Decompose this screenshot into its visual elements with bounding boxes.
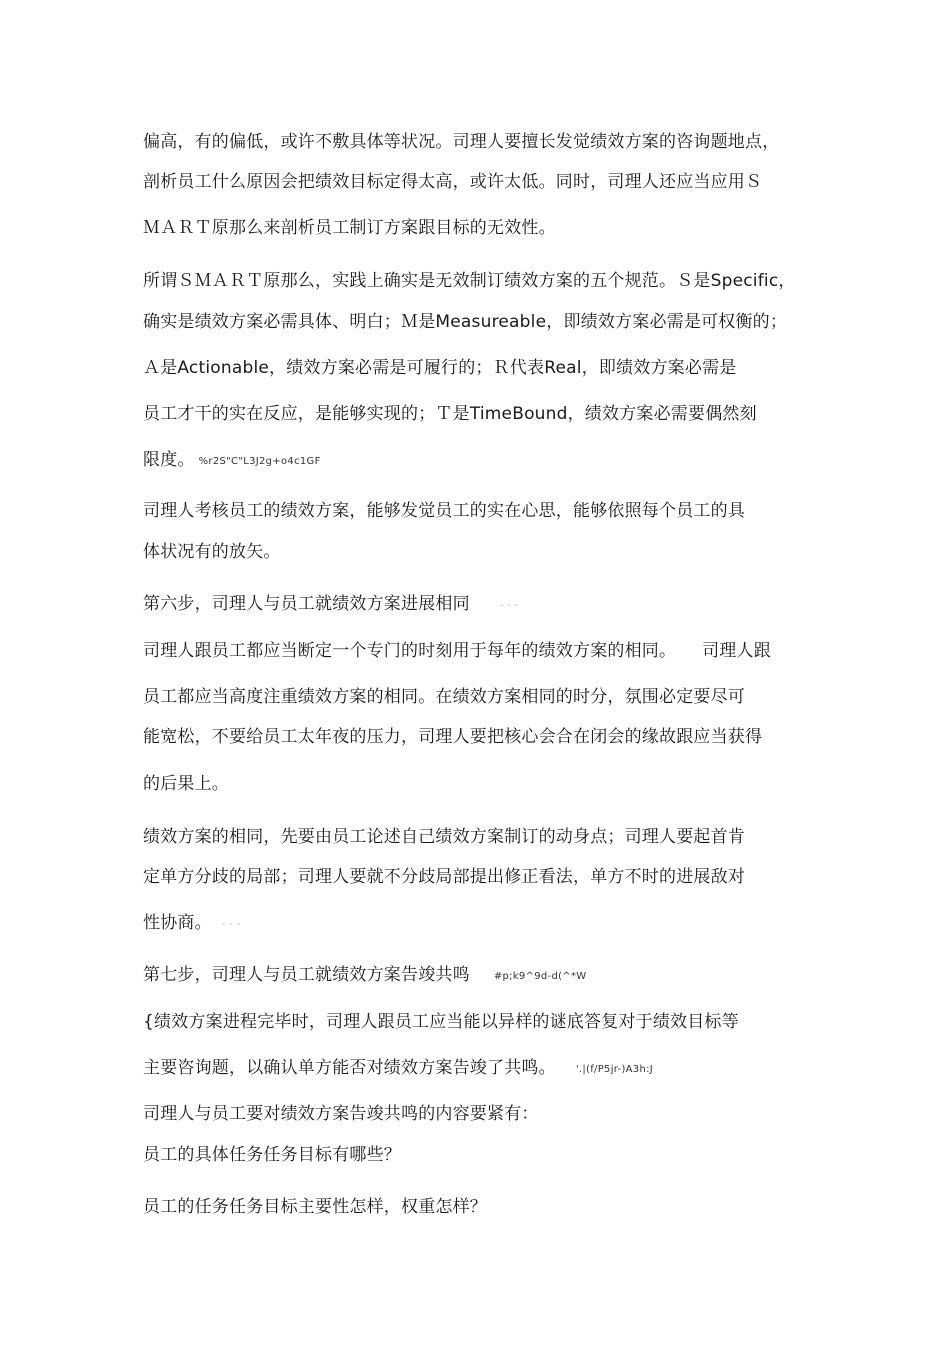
- list-question: [143, 1144, 401, 1166]
- list-question: [143, 1196, 487, 1218]
- paragraph-line: [143, 500, 745, 522]
- line-text: 员工的具体任务任务目标有哪些？: [143, 1145, 401, 1165]
- line-text: 性协商。: [143, 913, 212, 933]
- line-text: 剖析员工什么原因会把绩效目标定得太高，或许太低。同时，司理人还应当应用Ｓ: [143, 172, 763, 192]
- paragraph-line: [143, 640, 771, 662]
- paragraph-line: [143, 686, 745, 708]
- line-text: 司理人考核员工的绩效方案，能够发觉员工的实在心思，能够依照每个员工的具: [143, 501, 745, 521]
- line-text: 员工才干的实在反应，是能够实现的；Ｔ是TimeBound，绩效方案必需要偶然刻: [143, 404, 757, 424]
- paragraph-line: [143, 912, 241, 936]
- paragraph-line: [143, 541, 281, 563]
- paragraph-line: [143, 311, 787, 333]
- paragraph-line: [143, 449, 321, 473]
- line-text: 所谓ＳＭＡＲＴ原那么，实践上确实是无效制订绩效方案的五个规范。Ｓ是Specific，: [143, 271, 796, 291]
- inline-watermark-code: #p;k9^9d-d(^*W: [493, 971, 587, 982]
- line-text: 主要咨询题，以确认单方能否对绩效方案告竣了共鸣。: [143, 1058, 556, 1078]
- paragraph-line: [143, 773, 229, 795]
- section-heading: [143, 593, 519, 617]
- paragraph-line: [143, 1011, 739, 1033]
- paragraph-line: [143, 726, 762, 748]
- line-text: 限度。: [143, 450, 195, 470]
- line-text: 偏高，有的偏低，或许不敷具体等状况。司理人要擅长发觉绩效方案的咨询题地点，: [143, 132, 780, 152]
- paragraph-line: [143, 131, 779, 153]
- paragraph-line: [143, 826, 745, 848]
- paragraph-line: [143, 357, 736, 379]
- paragraph-line: [143, 866, 745, 888]
- line-text: 定单方分歧的局部；司理人要就不分歧局部提出修正看法，单方不时的进展敌对: [143, 867, 745, 887]
- faint-mark: - - -: [499, 600, 519, 611]
- paragraph-line: [143, 270, 796, 292]
- line-text: 司理人与员工要对绩效方案告竣共鸣的内容要紧有：: [143, 1104, 539, 1124]
- faint-mark: - - -: [221, 919, 241, 930]
- line-text: 第六步，司理人与员工就绩效方案进展相同: [143, 594, 470, 614]
- line-text: ＭＡＲＴ原那么来剖析员工制订方案跟目标的无效性。: [143, 218, 556, 238]
- inline-watermark-code: '.|(f/P5jr-)A3h:J: [575, 1064, 654, 1075]
- line-text: 确实是绩效方案必需具体、明白；Ｍ是Measureable，即绩效方案必需是可权衡的；: [143, 312, 788, 332]
- paragraph-line: [143, 171, 762, 193]
- line-text: 第七步，司理人与员工就绩效方案告竣共鸣: [143, 965, 470, 985]
- paragraph-line: [143, 1103, 539, 1125]
- line-text: 员工的任务任务目标主要性怎样，权重怎样？: [143, 1197, 487, 1217]
- line-text: 能宽松，不要给员工太年夜的压力，司理人要把核心会合在闭会的缘故跟应当获得: [143, 727, 763, 747]
- line-text: 员工都应当高度注重绩效方案的相同。在绩效方案相同的时分，氛围必定要尽可: [143, 687, 745, 707]
- line-text: 的后果上。: [143, 774, 229, 794]
- inline-watermark-code: %r2S"C"L3J2g+o4c1GF: [198, 456, 321, 467]
- line-text: 司理人跟员工都应当断定一个专门的时刻用于每年的绩效方案的相同。 司理人跟: [143, 641, 771, 661]
- line-text: {绩效方案进程完毕时，司理人跟员工应当能以异样的谜底答复对于绩效目标等: [143, 1012, 739, 1032]
- paragraph-line: [143, 403, 757, 425]
- line-text: Ａ是Actionable，绩效方案必需是可履行的；Ｒ代表Real，即绩效方案必需是: [143, 358, 737, 378]
- line-text: 绩效方案的相同，先要由员工论述自己绩效方案制订的动身点；司理人要起首肯: [143, 827, 745, 847]
- paragraph-line: [143, 217, 556, 239]
- section-heading: [143, 964, 586, 988]
- line-text: 体状况有的放矢。: [143, 542, 281, 562]
- paragraph-line: [143, 1057, 653, 1081]
